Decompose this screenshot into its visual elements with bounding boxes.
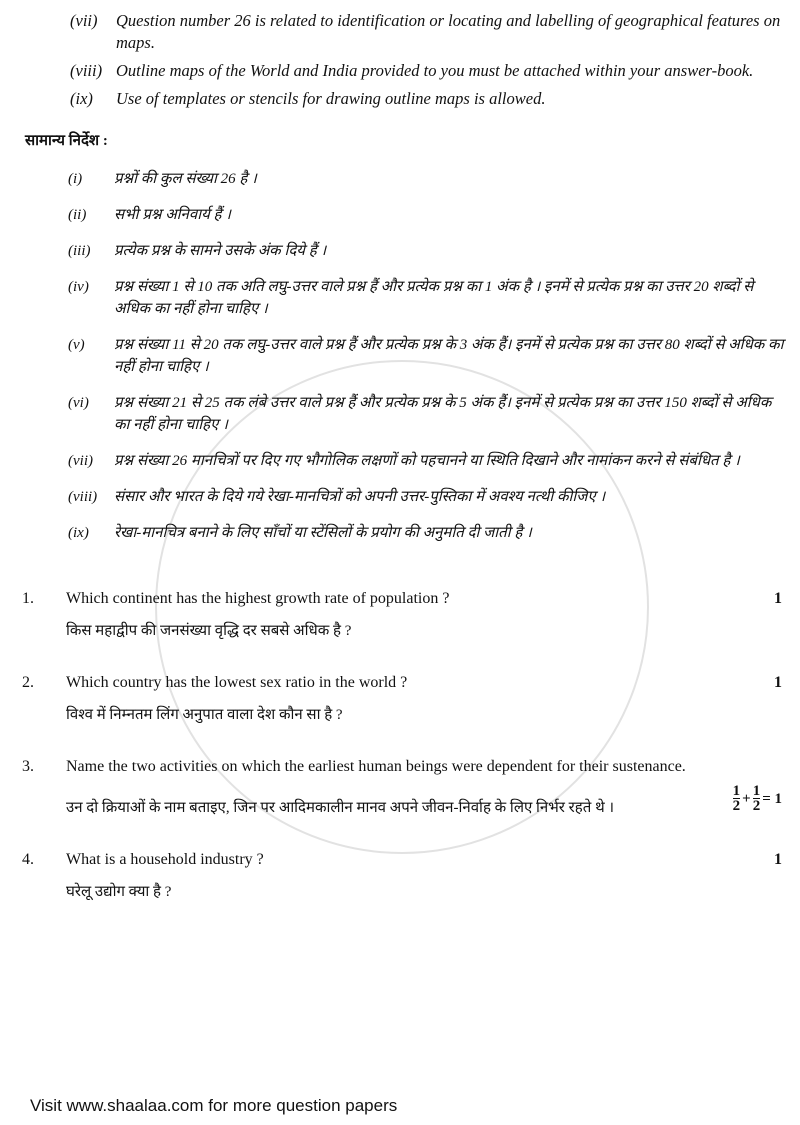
question-2: 2. Which country has the lowest sex ratio in the world ? विश्व में निम्नतम लिंग अनुपात वाला देश कौन सा है ? 1 bbox=[22, 674, 782, 723]
instruction-hi-vii: (vii) प्रश्न संख्या 26 मानचित्रों पर दिए गए भौगोलिक लक्षणों को पहचानने या स्थिति दिखाने और नामांकन करने से संबंधित है । bbox=[68, 453, 740, 469]
marks: 1 bbox=[774, 851, 782, 868]
marks: 1 bbox=[774, 590, 782, 607]
question-1: 1. Which continent has the highest growth rate of population ? किस महाद्वीप की जनसंख्या वृद्धि दर सबसे अधिक है ? 1 bbox=[22, 590, 782, 639]
instruction-en-viii: (viii) Outline maps of the World and India provided to you must be attached within your answer-book. bbox=[70, 61, 754, 80]
instruction-en-ix: (ix) Use of templates or stencils for drawing outline maps is allowed. bbox=[70, 89, 546, 108]
instruction-hi-ii: (ii) सभी प्रश्न अनिवार्य हैं । bbox=[68, 207, 231, 223]
instruction-hi-v: (v) प्रश्न संख्या 11 से 20 तक लघु-उत्तर वाले प्रश्न हैं और प्रत्येक प्रश्न के 3 अंक हैं। इनमें से प्रत्येक प्रश्न का उत्तर 80 शब्दों से अधिक का नहीं होना चाहिए । bbox=[68, 337, 784, 375]
instruction-hi-viii: (viii) संसार और भारत के दिये गये रेखा-मानचित्रों को अपनी उत्तर-पुस्तिका में अवश्य नत्थी कीजिए । bbox=[68, 489, 606, 505]
hindi-heading: सामान्य निर्देश : bbox=[25, 133, 108, 149]
instruction-hi-i: (i) प्रश्नों की कुल संख्या 26 है । bbox=[68, 171, 257, 187]
instruction-en-vii: (vii) Question number 26 is related to identification or locating and labelling of geographical features on maps. bbox=[70, 11, 781, 52]
question-4: 4. What is a household industry ? घरेलू उद्योग क्या है ? 1 bbox=[22, 851, 782, 900]
instruction-hi-ix: (ix) रेखा-मानचित्र बनाने के लिए साँचों या स्टेंसिलों के प्रयोग की अनुमति दी जाती है । bbox=[68, 525, 532, 541]
instruction-hi-iv: (iv) प्रश्न संख्या 1 से 10 तक अति लघु-उत्तर वाले प्रश्न हैं और प्रत्येक प्रश्न का 1 अंक है । इनमें से प्रत्येक प्रश्न का उत्तर 20 शब्दों से अधिक का नहीं होना चाहिए । bbox=[68, 279, 754, 317]
marks: 1 bbox=[774, 674, 782, 691]
footer-link-text: Visit www.shaalaa.com for more question papers bbox=[30, 1096, 398, 1115]
question-3: 3. Name the two activities on which the earliest human beings were dependent for their sustenance. उन दो क्रियाओं के नाम बताइए, जिन पर आदिमकालीन मानव अपने जीवन-निर्वाह के लिए निर्भर रहते थे । 1 2 + $\frac{1}{2}$ = 1 bbox=[22, 758, 782, 816]
instruction-hi-iii: (iii) प्रत्येक प्रश्न के सामने उसके अंक दिये हैं । bbox=[68, 243, 327, 259]
instruction-hi-vi: (vi) प्रश्न संख्या 21 से 25 तक लंबे उत्तर वाले प्रश्न हैं और प्रत्येक प्रश्न के 5 अंक हैं। इनमें से प्रत्येक प्रश्न का उत्तर 150 शब्दों से अधिक का नहीं होना चाहिए । bbox=[68, 395, 772, 433]
marks-fraction: 1 2 + $\frac{1}{2}$ = 1 bbox=[732, 783, 782, 814]
